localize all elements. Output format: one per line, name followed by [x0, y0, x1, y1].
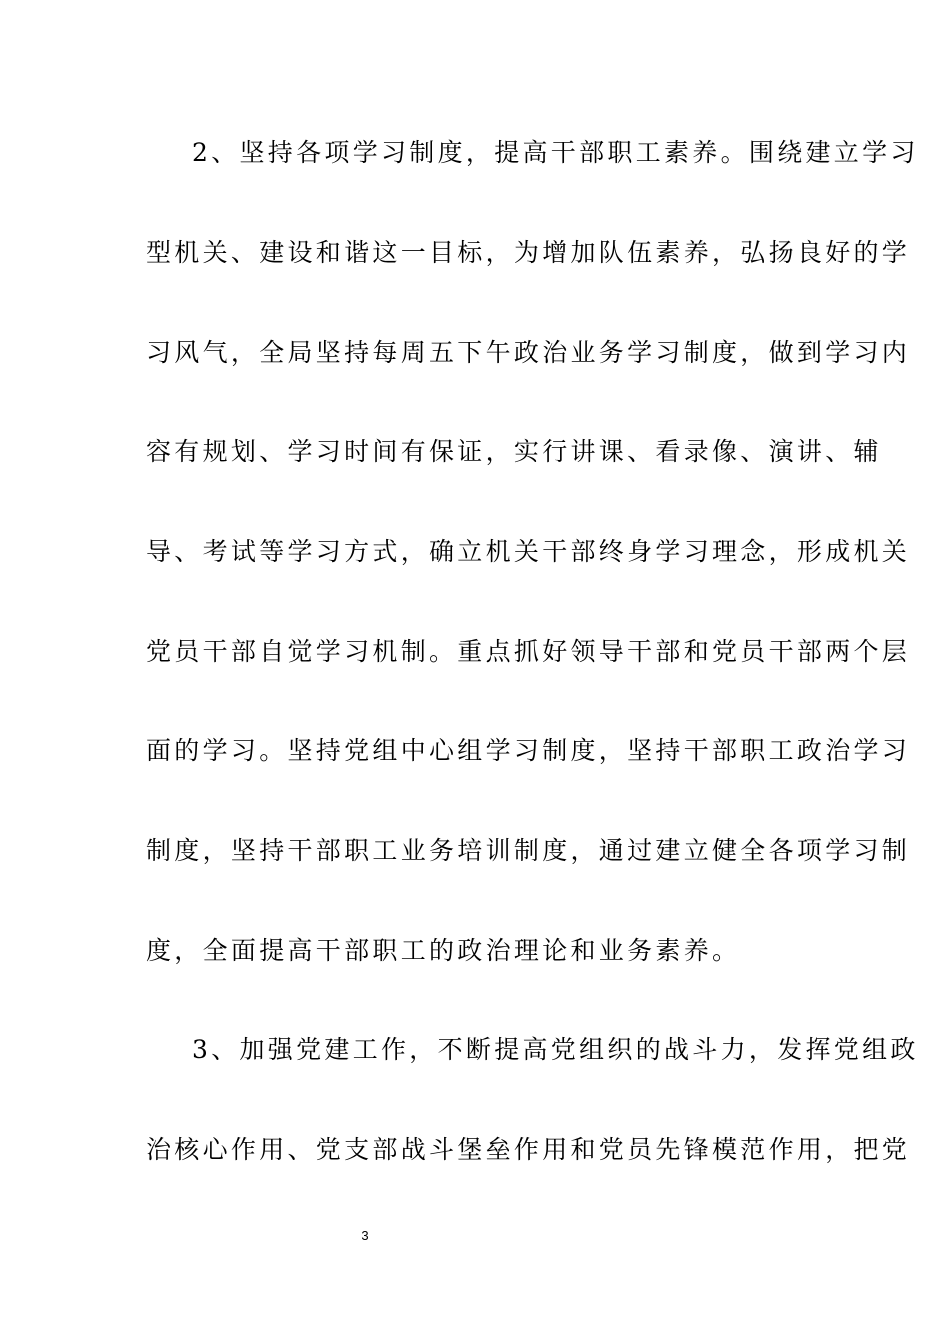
- paragraph-2-line-8: 制度，坚持干部职工业务培训制度，通过建立健全各项学习制: [146, 836, 911, 865]
- paragraph-2-line-3: 习风气，全局坚持每周五下午政治业务学习制度，做到学习内: [146, 338, 911, 367]
- paragraph-2-line-5: 导、考试等学习方式，确立机关干部终身学习理念，形成机关: [146, 537, 911, 566]
- paragraph-2-line-1: 2、坚持各项学习制度，提高干部职工素养。围绕建立学习: [192, 138, 919, 167]
- page-number: 3: [361, 1228, 369, 1243]
- paragraph-2-line-2: 型机关、建设和谐这一目标，为增加队伍素养，弘扬良好的学: [146, 238, 911, 267]
- paragraph-2-line-6: 党员干部自觉学习机制。重点抓好领导干部和党员干部两个层: [146, 637, 911, 666]
- paragraph-2-line-9: 度，全面提高干部职工的政治理论和业务素养。: [146, 936, 741, 965]
- paragraph-3-line-2: 治核心作用、党支部战斗堡垒作用和党员先锋模范作用，把党: [146, 1135, 911, 1164]
- paragraph-2-line-7: 面的学习。坚持党组中心组学习制度，坚持干部职工政治学习: [146, 736, 911, 765]
- paragraph-2-line-4: 容有规划、学习时间有保证，实行讲课、看录像、演讲、辅: [146, 437, 882, 466]
- paragraph-3-line-1: 3、加强党建工作，不断提高党组织的战斗力，发挥党组政: [192, 1035, 919, 1064]
